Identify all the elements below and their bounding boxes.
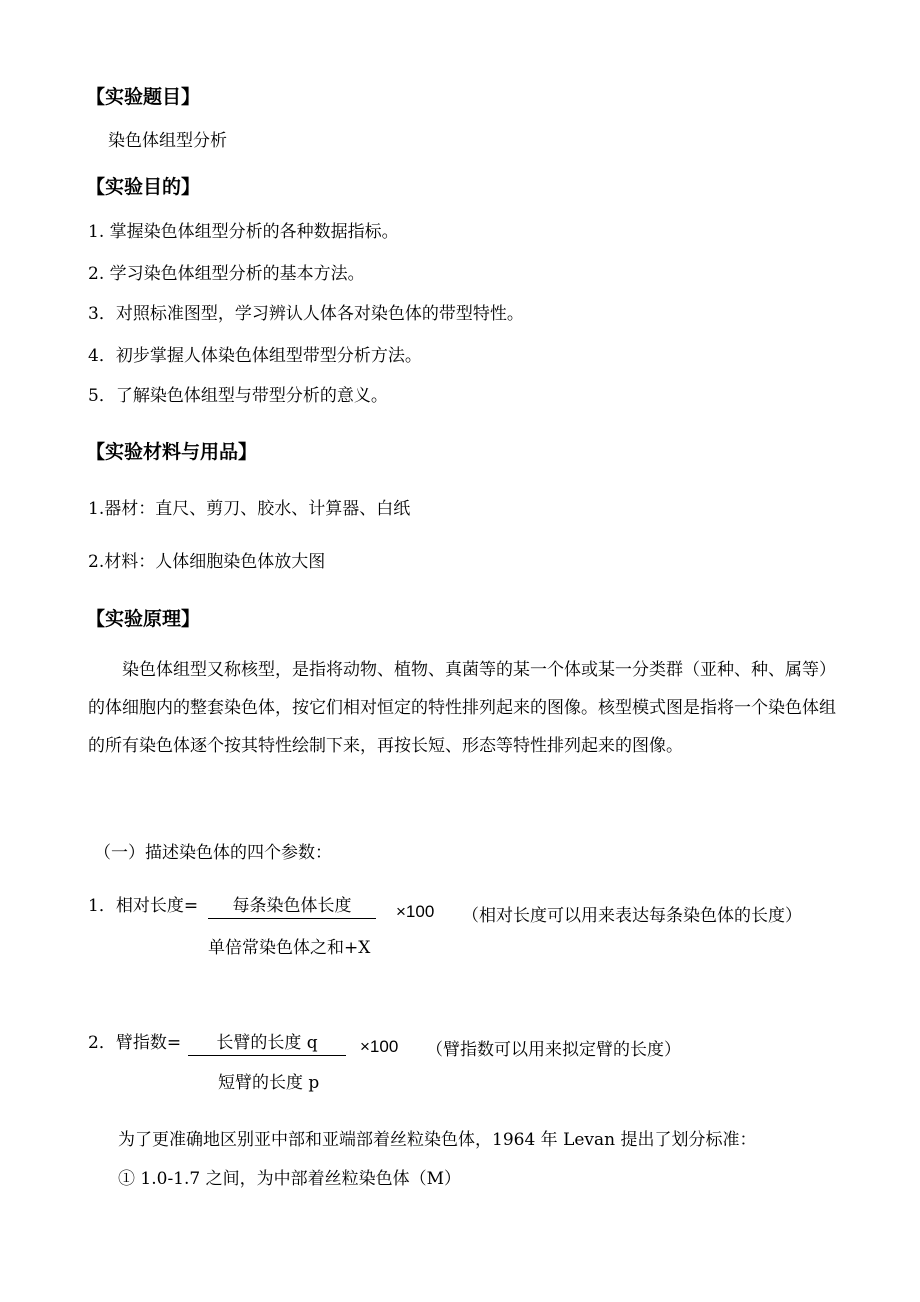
section-heading-title: 【实验题目】 xyxy=(86,86,201,108)
formula-label: 1．相对长度= xyxy=(88,896,199,916)
principle-paragraph: 染色体组型又称核型，是指将动物、植物、真菌等的某一个体或某一分类群（亚种、种、属等）的体细胞内的整套染色体，按它们相对恒定的特性排列起来的图像。核型模式图是指将一个染色体组的所有染色体逐个按其特性绘制下来，再按长短、形态等特性排列起来的图像。 xyxy=(88,660,836,756)
formula-multiplier: ×100 xyxy=(360,1037,399,1056)
materials-item: 2.材料：人体细胞染色体放大图 xyxy=(88,552,326,572)
purpose-item: 4．初步掌握人体染色体组型带型分析方法。 xyxy=(88,346,422,366)
levan-criterion-item: ① 1.0-1.7 之间，为中部着丝粒染色体（M） xyxy=(118,1169,462,1189)
experiment-title: 染色体组型分析 xyxy=(108,131,227,151)
section-heading-purpose: 【实验目的】 xyxy=(86,176,201,198)
formula-label: 2．臂指数= xyxy=(88,1033,182,1053)
formula-multiplier: ×100 xyxy=(396,902,435,921)
section-heading-materials: 【实验材料与用品】 xyxy=(86,441,258,463)
levan-criteria-intro: 为了更准确地区别亚中部和亚端部着丝粒染色体，1964 年 Levan 提出了划分标准： xyxy=(118,1130,757,1150)
formula-numerator: 长臂的长度 q xyxy=(188,1028,346,1056)
purpose-item: 3．对照标准图型，学习辨认人体各对染色体的带型特性。 xyxy=(88,304,524,324)
formula-note: （臂指数可以用来拟定臂的长度） xyxy=(426,1040,681,1060)
section-heading-principle: 【实验原理】 xyxy=(86,608,201,630)
formula-denominator: 短臂的长度 p xyxy=(218,1073,320,1093)
formula-numerator: 每条染色体长度 xyxy=(208,891,376,919)
formula-note: （相对长度可以用来表达每条染色体的长度） xyxy=(462,906,802,926)
formula-denominator: 单倍常染色体之和+X xyxy=(208,938,371,958)
purpose-item: 2. 学习染色体组型分析的基本方法。 xyxy=(88,264,365,284)
parameters-subheading: （一）描述染色体的四个参数： xyxy=(94,843,332,863)
materials-item: 1.器材：直尺、剪刀、胶水、计算器、白纸 xyxy=(88,499,411,519)
purpose-item: 1. 掌握染色体组型分析的各种数据指标。 xyxy=(88,222,399,242)
purpose-item: 5．了解染色体组型与带型分析的意义。 xyxy=(88,386,388,406)
